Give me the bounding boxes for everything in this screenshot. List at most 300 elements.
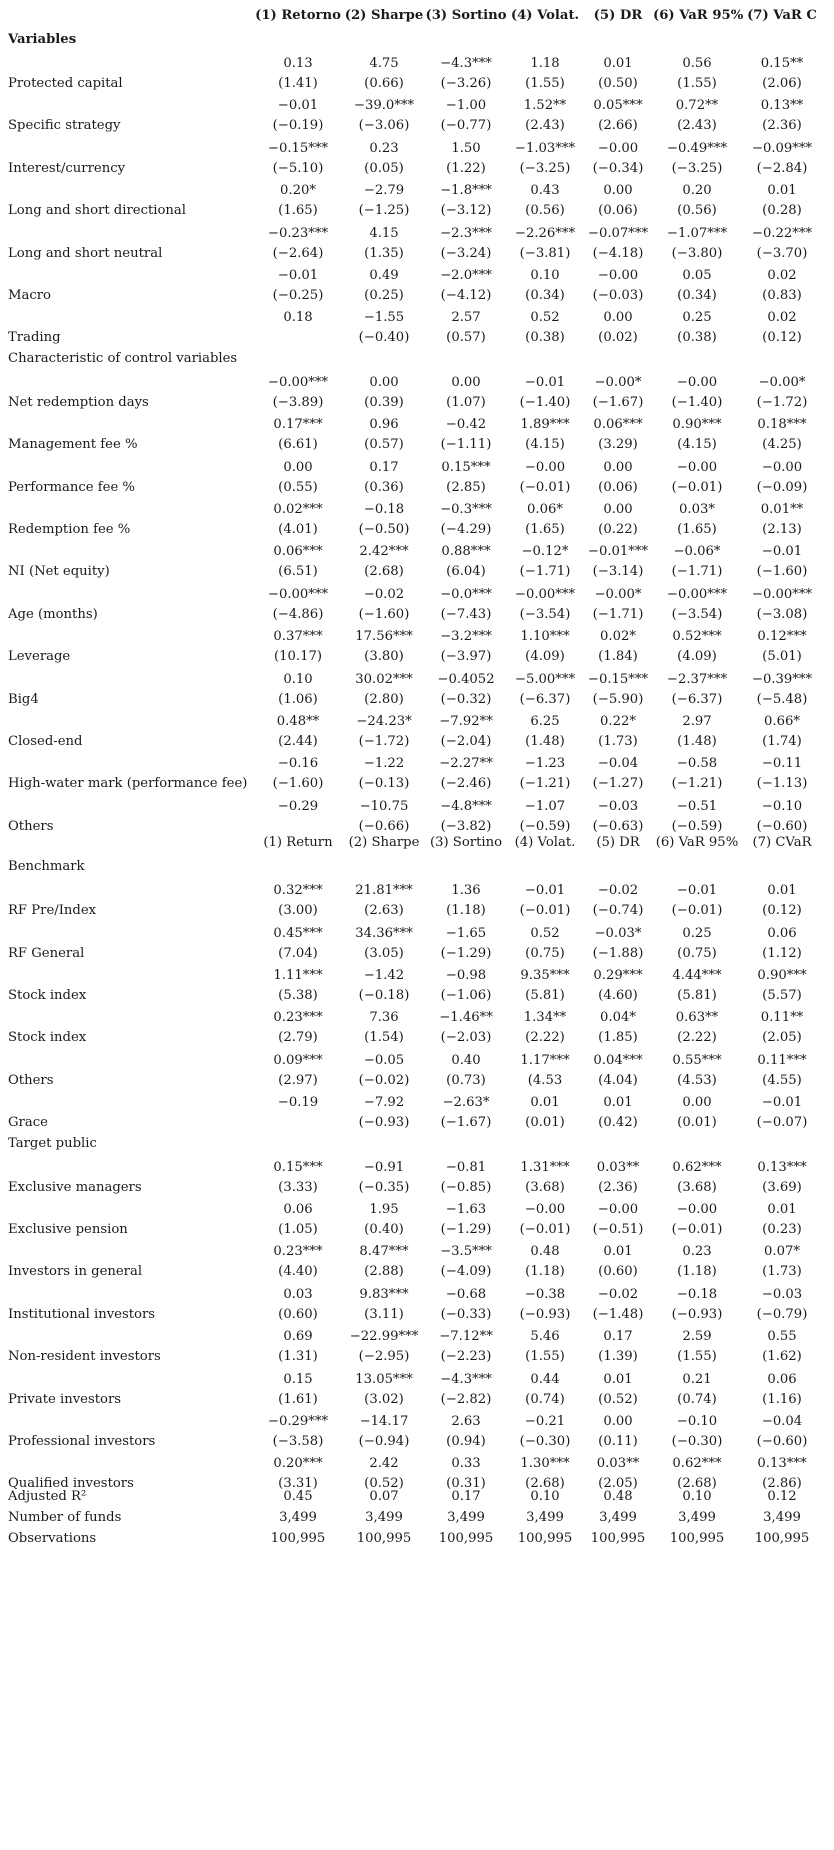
tstat-col1: (−3.89) bbox=[272, 394, 324, 410]
variable-label: Grace bbox=[8, 1115, 48, 1131]
tstat-col4: (1.55) bbox=[525, 1349, 565, 1365]
tstat-col7: (4.55) bbox=[762, 1072, 802, 1088]
coefficient-col2: −0.02 bbox=[363, 586, 405, 602]
coefficient-col7: 0.11** bbox=[760, 1010, 804, 1026]
tstat-row bbox=[0, 284, 834, 308]
tstat-col4: (−3.25) bbox=[519, 160, 571, 176]
variable-label: Long and short directional bbox=[8, 203, 186, 219]
section-control bbox=[0, 347, 834, 371]
tstat-col6: (−0.01) bbox=[671, 1222, 723, 1237]
tstat-col1: (6.51) bbox=[278, 564, 318, 580]
tstat-row bbox=[0, 72, 834, 96]
coefficient-col7: 0.13** bbox=[760, 98, 804, 114]
tstat-col5: (−4.18) bbox=[592, 245, 644, 261]
tstat-col4: (0.56) bbox=[525, 203, 565, 219]
tstat-row bbox=[0, 1345, 834, 1369]
tstat-col3: (−1.29) bbox=[440, 945, 492, 961]
tstat-col4: (1.48) bbox=[525, 734, 565, 749]
coefficient-col6: 0.21 bbox=[682, 1371, 712, 1387]
column-header-2-col5: (5) DR bbox=[596, 835, 640, 851]
tstat-col7: (−1.72) bbox=[756, 394, 808, 410]
coefficient-col3: −2.27** bbox=[439, 756, 493, 772]
column-header-2-col6: (6) VaR 95% bbox=[655, 835, 739, 851]
tstat-col2: (0.05) bbox=[364, 160, 404, 176]
stat-value-col5: 100,995 bbox=[590, 1530, 646, 1546]
coefficient-col3: −2.63* bbox=[442, 1095, 490, 1111]
variable-label: Private investors bbox=[8, 1391, 122, 1407]
tstat-col4: (0.38) bbox=[525, 330, 565, 346]
coefficient-col2: 21.81*** bbox=[355, 883, 413, 899]
coefficient-col6: 0.72** bbox=[675, 98, 719, 114]
tstat-row bbox=[0, 1260, 834, 1284]
tstat-col7: (−0.07) bbox=[756, 1115, 808, 1131]
coefficient-col4: −0.00*** bbox=[514, 586, 576, 602]
variable-label: Others bbox=[8, 818, 54, 834]
tstat-col6: (1.55) bbox=[677, 1349, 717, 1365]
coefficient-col4: 1.31*** bbox=[520, 1159, 570, 1175]
section-benchmark bbox=[0, 855, 834, 879]
tstat-col7: (1.16) bbox=[762, 1391, 802, 1407]
variable-label: Management fee % bbox=[8, 437, 138, 453]
coefficient-col2: 4.75 bbox=[369, 56, 399, 71]
tstat-col4: (3.68) bbox=[525, 1179, 565, 1195]
tstat-row bbox=[0, 1430, 834, 1454]
tstat-col4: (4.09) bbox=[525, 649, 565, 665]
variable-label: RF Pre/Index bbox=[8, 903, 97, 919]
stat-value-col1: 0.45 bbox=[283, 1488, 313, 1504]
tstat-col2: (−1.25) bbox=[358, 203, 410, 219]
tstat-col3: (2.85) bbox=[446, 479, 486, 495]
tstat-col3: (0.57) bbox=[446, 330, 486, 346]
tstat-col2: (−0.40) bbox=[358, 330, 410, 346]
tstat-col5: (0.42) bbox=[598, 1115, 638, 1131]
coefficient-col7: 0.66* bbox=[764, 714, 800, 729]
coefficient-col6: −0.06* bbox=[673, 544, 721, 560]
tstat-col4: (−1.21) bbox=[519, 776, 571, 792]
tstat-row bbox=[0, 199, 834, 223]
tstat-col6: (−3.54) bbox=[671, 606, 723, 622]
coefficient-col4: 6.25 bbox=[530, 714, 560, 729]
stat-value-col7: 100,995 bbox=[754, 1530, 810, 1546]
tstat-col2: (−0.02) bbox=[358, 1072, 410, 1088]
tstat-col5: (0.06) bbox=[598, 203, 638, 219]
tstat-col6: (0.34) bbox=[677, 288, 717, 303]
coefficient-col6: −0.18 bbox=[676, 1286, 718, 1302]
tstat-col6: (2.43) bbox=[677, 118, 717, 134]
coefficient-col5: 0.01 bbox=[603, 1244, 633, 1260]
tstat-col5: (−0.74) bbox=[592, 903, 644, 919]
coefficient-col6: 0.62*** bbox=[672, 1159, 722, 1175]
tstat-col3: (−1.06) bbox=[440, 988, 492, 1003]
tstat-col4: (−3.54) bbox=[519, 606, 571, 622]
tstat-col1: (1.65) bbox=[278, 203, 318, 219]
coefficient-col5: −0.03 bbox=[597, 798, 639, 814]
coefficient-col5: −0.00 bbox=[597, 268, 639, 283]
tstat-col7: (1.74) bbox=[762, 734, 802, 749]
tstat-col2: (0.40) bbox=[364, 1222, 404, 1237]
coefficient-col5: −0.00* bbox=[594, 586, 642, 602]
tstat-col2: (−1.60) bbox=[358, 606, 410, 622]
tstat-col3: (−4.29) bbox=[440, 522, 492, 537]
variable-label: NI (Net equity) bbox=[8, 564, 110, 580]
coefficient-col2: 4.15 bbox=[369, 225, 399, 241]
tstat-col3: (−0.33) bbox=[440, 1306, 492, 1322]
variable-label: RF General bbox=[8, 945, 85, 961]
tstat-col6: (1.55) bbox=[677, 76, 717, 91]
tstat-col7: (−3.70) bbox=[756, 245, 808, 261]
tstat-col6: (−0.30) bbox=[671, 1434, 723, 1449]
variable-label: Macro bbox=[8, 288, 51, 303]
tstat-col1: (10.17) bbox=[273, 649, 323, 665]
tstat-col7: (−3.08) bbox=[756, 606, 808, 622]
coefficient-col1: −0.01 bbox=[277, 268, 319, 283]
tstat-col4: (−3.81) bbox=[519, 245, 571, 261]
stat-value-col5: 3,499 bbox=[599, 1509, 637, 1525]
tstat-col4: (2.22) bbox=[525, 1030, 565, 1046]
tstat-col3: (−1.11) bbox=[440, 437, 492, 453]
tstat-col4: (1.18) bbox=[525, 1264, 565, 1280]
variable-label: Leverage bbox=[8, 649, 71, 665]
tstat-col3: (−7.43) bbox=[440, 606, 492, 622]
coefficient-col4: 1.18 bbox=[530, 56, 560, 71]
tstat-col3: (−2.03) bbox=[440, 1030, 492, 1046]
coefficient-col4: 0.10 bbox=[530, 268, 560, 283]
coefficient-col6: −2.37*** bbox=[666, 671, 728, 687]
coefficient-col6: 0.03* bbox=[679, 502, 715, 517]
column-header-2-col2: (2) Sharpe bbox=[348, 835, 420, 851]
coefficient-col2: −24.23* bbox=[356, 714, 412, 729]
variable-label: Closed-end bbox=[8, 734, 83, 749]
tstat-col1: (2.97) bbox=[278, 1072, 318, 1088]
coefficient-col6: 0.52*** bbox=[672, 629, 722, 645]
tstat-col6: (0.38) bbox=[677, 330, 717, 346]
stat-label: Observations bbox=[8, 1530, 97, 1546]
coefficient-col7: 0.12*** bbox=[757, 629, 807, 645]
tstat-col4: (1.65) bbox=[525, 522, 565, 537]
tstat-col1: (2.79) bbox=[278, 1030, 318, 1046]
tstat-col6: (−3.80) bbox=[671, 245, 723, 261]
coefficient-col1: 0.00 bbox=[283, 459, 313, 475]
tstat-col2: (2.63) bbox=[364, 903, 404, 919]
coefficient-col4: 0.52 bbox=[530, 925, 560, 941]
coefficient-col7: −0.03 bbox=[761, 1286, 803, 1302]
coefficient-col7: −0.01 bbox=[761, 544, 803, 560]
tstat-col2: (2.88) bbox=[364, 1264, 404, 1280]
coefficient-col5: 0.00 bbox=[603, 1414, 633, 1429]
coefficient-col2: −14.17 bbox=[359, 1414, 409, 1429]
variable-label: High-water mark (performance fee) bbox=[8, 776, 248, 792]
coefficient-col1: 0.23*** bbox=[273, 1010, 323, 1026]
coefficient-col5: 0.01 bbox=[603, 1371, 633, 1387]
tstat-col3: (−3.97) bbox=[440, 649, 492, 665]
coefficient-col2: 0.49 bbox=[369, 268, 399, 283]
tstat-col2: (−3.06) bbox=[358, 118, 410, 134]
coefficient-col3: 0.00 bbox=[451, 374, 481, 390]
tstat-col3: (−3.82) bbox=[440, 818, 492, 834]
coefficient-col2: −1.42 bbox=[363, 968, 405, 983]
tstat-col6: (4.09) bbox=[677, 649, 717, 665]
tstat-col2: (−0.93) bbox=[358, 1115, 410, 1131]
tstat-col2: (1.54) bbox=[364, 1030, 404, 1046]
coefficient-col2: 30.02*** bbox=[355, 671, 413, 687]
tstat-row bbox=[0, 433, 834, 457]
coefficient-col1: 0.02*** bbox=[273, 502, 323, 517]
coefficient-col6: 0.05 bbox=[682, 268, 712, 283]
tstat-col5: (0.22) bbox=[598, 522, 638, 537]
coefficient-col2: 2.42 bbox=[369, 1456, 399, 1472]
coefficient-col6: 0.00 bbox=[682, 1095, 712, 1111]
coefficient-col5: 0.17 bbox=[603, 1329, 633, 1345]
coefficient-col4: −0.00 bbox=[524, 1202, 566, 1217]
tstat-col1: (−3.58) bbox=[272, 1434, 324, 1449]
variable-label: Institutional investors bbox=[8, 1306, 156, 1322]
tstat-row bbox=[0, 114, 834, 138]
coefficient-col7: −0.10 bbox=[761, 798, 803, 814]
stat-label: Number of funds bbox=[8, 1509, 122, 1525]
tstat-col1: (5.38) bbox=[278, 988, 318, 1003]
coefficient-col6: 4.44*** bbox=[672, 968, 722, 983]
tstat-col4: (5.81) bbox=[525, 988, 565, 1003]
tstat-col6: (4.53) bbox=[677, 1072, 717, 1088]
coefficient-col5: 0.04* bbox=[600, 1010, 636, 1026]
stat-value-col5: 0.48 bbox=[603, 1488, 633, 1504]
coefficient-col7: 0.15** bbox=[760, 56, 804, 71]
coefficient-col2: −0.91 bbox=[363, 1159, 405, 1175]
tstat-col6: (0.75) bbox=[677, 945, 717, 961]
tstat-col7: (0.28) bbox=[762, 203, 802, 219]
coefficient-col3: −1.00 bbox=[445, 98, 487, 114]
tstat-col5: (−1.67) bbox=[592, 394, 644, 410]
coefficient-col3: −7.12** bbox=[439, 1329, 493, 1345]
tstat-col1: (−2.64) bbox=[272, 245, 324, 261]
coefficient-col7: 0.02 bbox=[767, 310, 797, 326]
tstat-col1: (1.31) bbox=[278, 1349, 318, 1365]
coefficient-col2: −1.55 bbox=[363, 310, 405, 326]
coefficient-col6: −1.07*** bbox=[666, 225, 728, 241]
tstat-col1: (−4.86) bbox=[272, 606, 324, 622]
tstat-row bbox=[0, 1218, 834, 1242]
tstat-col7: (2.06) bbox=[762, 76, 802, 91]
column-header-col4: (4) Volat. bbox=[510, 8, 580, 23]
coefficient-col4: 0.44 bbox=[530, 1371, 560, 1387]
coefficient-col4: −0.01 bbox=[524, 883, 566, 899]
coefficient-col7: −0.01 bbox=[761, 1095, 803, 1111]
tstat-col1: (−0.25) bbox=[272, 288, 324, 303]
coefficient-col1: 0.17*** bbox=[273, 417, 323, 433]
coefficient-col2: 2.42*** bbox=[359, 544, 409, 560]
coefficient-col4: 1.17*** bbox=[520, 1052, 570, 1068]
variable-label: Interest/currency bbox=[8, 160, 126, 176]
tstat-col4: (−0.30) bbox=[519, 1434, 571, 1449]
tstat-col4: (2.43) bbox=[525, 118, 565, 134]
tstat-col5: (−0.03) bbox=[592, 288, 644, 303]
coefficient-col4: −2.26*** bbox=[514, 225, 576, 241]
coefficient-col5: 0.22* bbox=[600, 714, 636, 729]
coefficient-col6: 0.56 bbox=[682, 56, 712, 71]
tstat-col5: (−0.51) bbox=[592, 1222, 644, 1237]
coefficient-col5: 0.01 bbox=[603, 1095, 633, 1111]
column-header-row bbox=[0, 4, 834, 28]
tstat-col2: (0.39) bbox=[364, 394, 404, 410]
coefficient-col5: 0.04*** bbox=[593, 1052, 643, 1068]
tstat-col5: (0.06) bbox=[598, 479, 638, 495]
variable-label: Protected capital bbox=[8, 76, 123, 91]
coefficient-col7: 0.06 bbox=[767, 1371, 797, 1387]
coefficient-col6: 0.62*** bbox=[672, 1456, 722, 1472]
coefficient-col4: 1.89*** bbox=[520, 417, 570, 433]
coefficient-col1: −0.16 bbox=[277, 756, 319, 772]
variable-label: Redemption fee % bbox=[8, 522, 131, 537]
coefficient-col1: 0.69 bbox=[283, 1329, 313, 1345]
coefficient-col5: −0.04 bbox=[597, 756, 639, 772]
stat-value-col7: 0.12 bbox=[767, 1488, 797, 1504]
stat-value-col2: 3,499 bbox=[365, 1509, 403, 1525]
variable-label: Trading bbox=[8, 330, 61, 346]
tstat-col6: (4.15) bbox=[677, 437, 717, 453]
coefficient-col3: −2.3*** bbox=[440, 225, 492, 241]
tstat-row bbox=[0, 899, 834, 923]
tstat-row bbox=[0, 603, 834, 627]
coefficient-col7: −0.22*** bbox=[751, 225, 813, 241]
tstat-col5: (0.52) bbox=[598, 1391, 638, 1407]
tstat-col7: (0.12) bbox=[762, 903, 802, 919]
tstat-col5: (0.60) bbox=[598, 1264, 638, 1280]
coefficient-col3: −1.65 bbox=[445, 925, 487, 941]
coefficient-col2: −39.0*** bbox=[353, 98, 415, 114]
coefficient-col4: 9.35*** bbox=[520, 968, 570, 983]
tstat-col1: (0.55) bbox=[278, 479, 318, 495]
tstat-col3: (−3.26) bbox=[440, 76, 492, 91]
coefficient-col4: 0.43 bbox=[530, 183, 560, 199]
tstat-col2: (3.80) bbox=[364, 649, 404, 665]
variable-label: Others bbox=[8, 1072, 54, 1088]
coefficient-col6: 0.55*** bbox=[672, 1052, 722, 1068]
variable-label: Big4 bbox=[8, 691, 39, 707]
tstat-col3: (0.94) bbox=[446, 1434, 486, 1449]
stat-value-col1: 3,499 bbox=[279, 1509, 317, 1525]
section-variables bbox=[0, 28, 834, 52]
coefficient-col3: −3.5*** bbox=[440, 1244, 492, 1260]
coefficient-col1: 0.18 bbox=[283, 310, 313, 326]
coefficient-col3: −7.92** bbox=[439, 714, 493, 729]
coefficient-col5: 0.00 bbox=[603, 502, 633, 517]
coefficient-col6: 0.20 bbox=[682, 183, 712, 199]
tstat-col2: (−2.95) bbox=[358, 1349, 410, 1365]
tstat-col7: (2.05) bbox=[762, 1030, 802, 1046]
tstat-col6: (−0.01) bbox=[671, 903, 723, 919]
tstat-col7: (−1.60) bbox=[756, 564, 808, 580]
tstat-col7: (1.12) bbox=[762, 945, 802, 961]
section-heading: Target public bbox=[8, 1135, 97, 1151]
tstat-col4: (0.75) bbox=[525, 945, 565, 961]
column-header-2-col4: (4) Volat. bbox=[514, 835, 576, 851]
coefficient-col3: 0.33 bbox=[451, 1456, 481, 1472]
variable-label: Specific strategy bbox=[8, 118, 121, 134]
tstat-col3: (−2.23) bbox=[440, 1349, 492, 1365]
tstat-col6: (−0.59) bbox=[671, 818, 723, 834]
coefficient-col1: 0.37*** bbox=[273, 629, 323, 645]
tstat-col7: (4.25) bbox=[762, 437, 802, 453]
stat-value-col4: 3,499 bbox=[526, 1509, 564, 1525]
tstat-col4: (1.55) bbox=[525, 76, 565, 91]
coefficient-col3: −0.3*** bbox=[440, 502, 492, 517]
coefficient-col5: 0.02* bbox=[600, 629, 636, 645]
tstat-col5: (4.04) bbox=[598, 1072, 638, 1088]
coefficient-col3: −4.8*** bbox=[440, 798, 492, 814]
coefficient-col6: 0.25 bbox=[682, 310, 712, 326]
coefficient-col4: 1.52** bbox=[523, 98, 567, 114]
coefficient-col5: −0.00* bbox=[594, 374, 642, 390]
tstat-row bbox=[0, 984, 834, 1008]
stat-value-col1: 100,995 bbox=[270, 1530, 326, 1546]
tstat-col4: (−0.01) bbox=[519, 479, 571, 495]
coefficient-col1: 0.32*** bbox=[273, 883, 323, 899]
tstat-col2: (−0.66) bbox=[358, 818, 410, 834]
coefficient-col1: 0.06 bbox=[283, 1202, 313, 1217]
coefficient-col2: −7.92 bbox=[363, 1095, 405, 1111]
tstat-col6: (−1.21) bbox=[671, 776, 723, 792]
coefficient-col6: −0.51 bbox=[676, 798, 718, 814]
coefficient-col7: 0.01 bbox=[767, 1202, 797, 1217]
coefficient-col5: 0.00 bbox=[603, 183, 633, 199]
coefficient-col1: 0.45*** bbox=[273, 925, 323, 941]
tstat-col7: (5.01) bbox=[762, 649, 802, 665]
coefficient-col2: 13.05*** bbox=[355, 1371, 413, 1387]
stat-value-col6: 3,499 bbox=[678, 1509, 716, 1525]
coefficient-col3: −1.46** bbox=[439, 1010, 493, 1026]
column-header-col1: (1) Retorno bbox=[255, 8, 341, 23]
coefficient-col5: 0.05*** bbox=[593, 98, 643, 114]
stat-value-col3: 100,995 bbox=[438, 1530, 494, 1546]
tstat-col2: (0.57) bbox=[364, 437, 404, 453]
coefficient-col2: 9.83*** bbox=[359, 1286, 409, 1302]
tstat-col1: (3.33) bbox=[278, 1179, 318, 1195]
tstat-col2: (−0.13) bbox=[358, 776, 410, 792]
coefficient-col1: 1.11*** bbox=[273, 968, 323, 983]
tstat-col1: (−0.19) bbox=[272, 118, 324, 134]
tstat-col1: (1.61) bbox=[278, 1391, 318, 1407]
tstat-col6: (−1.71) bbox=[671, 564, 723, 580]
coefficient-col4: −0.38 bbox=[524, 1286, 566, 1302]
coefficient-col1: 0.09*** bbox=[273, 1052, 323, 1068]
tstat-col7: (2.13) bbox=[762, 522, 802, 537]
coefficient-col7: 0.11*** bbox=[757, 1052, 807, 1068]
tstat-col6: (0.74) bbox=[677, 1391, 717, 1407]
coefficient-col6: 0.23 bbox=[682, 1244, 712, 1260]
coefficient-col5: −0.02 bbox=[597, 883, 639, 899]
coefficient-col7: −0.00 bbox=[761, 459, 803, 475]
coefficient-col3: 1.50 bbox=[451, 140, 481, 156]
coefficient-col6: −0.00 bbox=[676, 1202, 718, 1217]
stat-value-col6: 0.10 bbox=[682, 1488, 712, 1504]
tstat-col6: (−3.25) bbox=[671, 160, 723, 176]
tstat-row bbox=[0, 772, 834, 796]
tstat-col7: (3.69) bbox=[762, 1179, 802, 1195]
coefficient-col4: 0.48 bbox=[530, 1244, 560, 1260]
coefficient-col4: 0.01 bbox=[530, 1095, 560, 1111]
tstat-col2: (2.80) bbox=[364, 691, 404, 707]
column-header-col2: (2) Sharpe bbox=[344, 8, 424, 23]
column-header-2-col3: (3) Sortino bbox=[429, 835, 503, 851]
tstat-col1: (4.01) bbox=[278, 522, 318, 537]
tstat-col5: (0.02) bbox=[598, 330, 638, 346]
coefficient-col1: 0.10 bbox=[283, 671, 313, 687]
coefficient-col2: 0.23 bbox=[369, 140, 399, 156]
tstat-col4: (0.74) bbox=[525, 1391, 565, 1407]
tstat-col4: (−0.93) bbox=[519, 1306, 571, 1322]
tstat-col7: (2.36) bbox=[762, 118, 802, 134]
tstat-col5: (−1.27) bbox=[592, 776, 644, 792]
